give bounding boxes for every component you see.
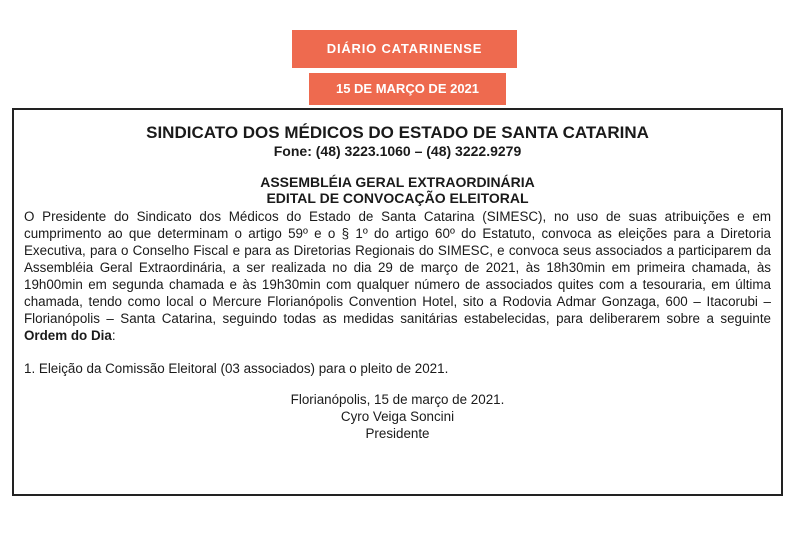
signer-title: Presidente <box>365 426 430 441</box>
notice-body-colon: : <box>111 328 116 343</box>
publication-date-badge: 15 DE MARÇO DE 2021 <box>309 73 506 105</box>
legal-notice-box <box>12 108 783 496</box>
notice-body-text: O Presidente do Sindicato dos Médicos do Estado de Santa Catarina (SIMESC), no uso de suas atribuições e em cumprimento ao que determinam o artigo 59º e o § 1º do artigo 60º do Estatuto, convoca as eleições para a Diretoria Executiva, para o Conselho Fiscal e para as Diretorias Regionais do SIMESC, e convoca seus associados a participarem da Assembléia Geral Extraordinária, a ser realizada no dia 29 de março de 2021, às 18h30min em primeira chamada, às 19h00min em segunda chamada e às 19h30min com qualquer número de associados quites com a tesouraria, em última chamada, tendo como local o Mercure Florianópolis Convention Hotel, sito a Rodovia Admar Gonzaga, 600 – Itacorubi – Florianópolis – Santa Catarina, seguindo todas as medidas sanitárias estabelecidas, para deliberarem sobre a seguinte <box>24 209 771 326</box>
agenda-heading: Ordem do Dia <box>24 328 112 343</box>
organization-name: SINDICATO DOS MÉDICOS DO ESTADO DE SANTA CATARINA <box>146 123 649 142</box>
place-date: Florianópolis, 15 de março de 2021. <box>290 392 505 407</box>
notice-body <box>24 208 771 344</box>
signer-name: Cyro Veiga Soncini <box>340 409 455 424</box>
agenda-item: 1. Eleição da Comissão Eleitoral (03 associados) para o pleito de 2021. <box>24 361 449 376</box>
assembly-title: ASSEMBLÉIA GERAL EXTRAORDINÁRIA <box>260 174 535 190</box>
edital-title: EDITAL DE CONVOCAÇÃO ELEITORAL <box>266 190 529 206</box>
newspaper-name-badge: DIÁRIO CATARINENSE <box>292 30 517 68</box>
signature-block <box>24 391 771 442</box>
organization-phone: Fone: (48) 3223.1060 – (48) 3222.9279 <box>273 143 522 159</box>
